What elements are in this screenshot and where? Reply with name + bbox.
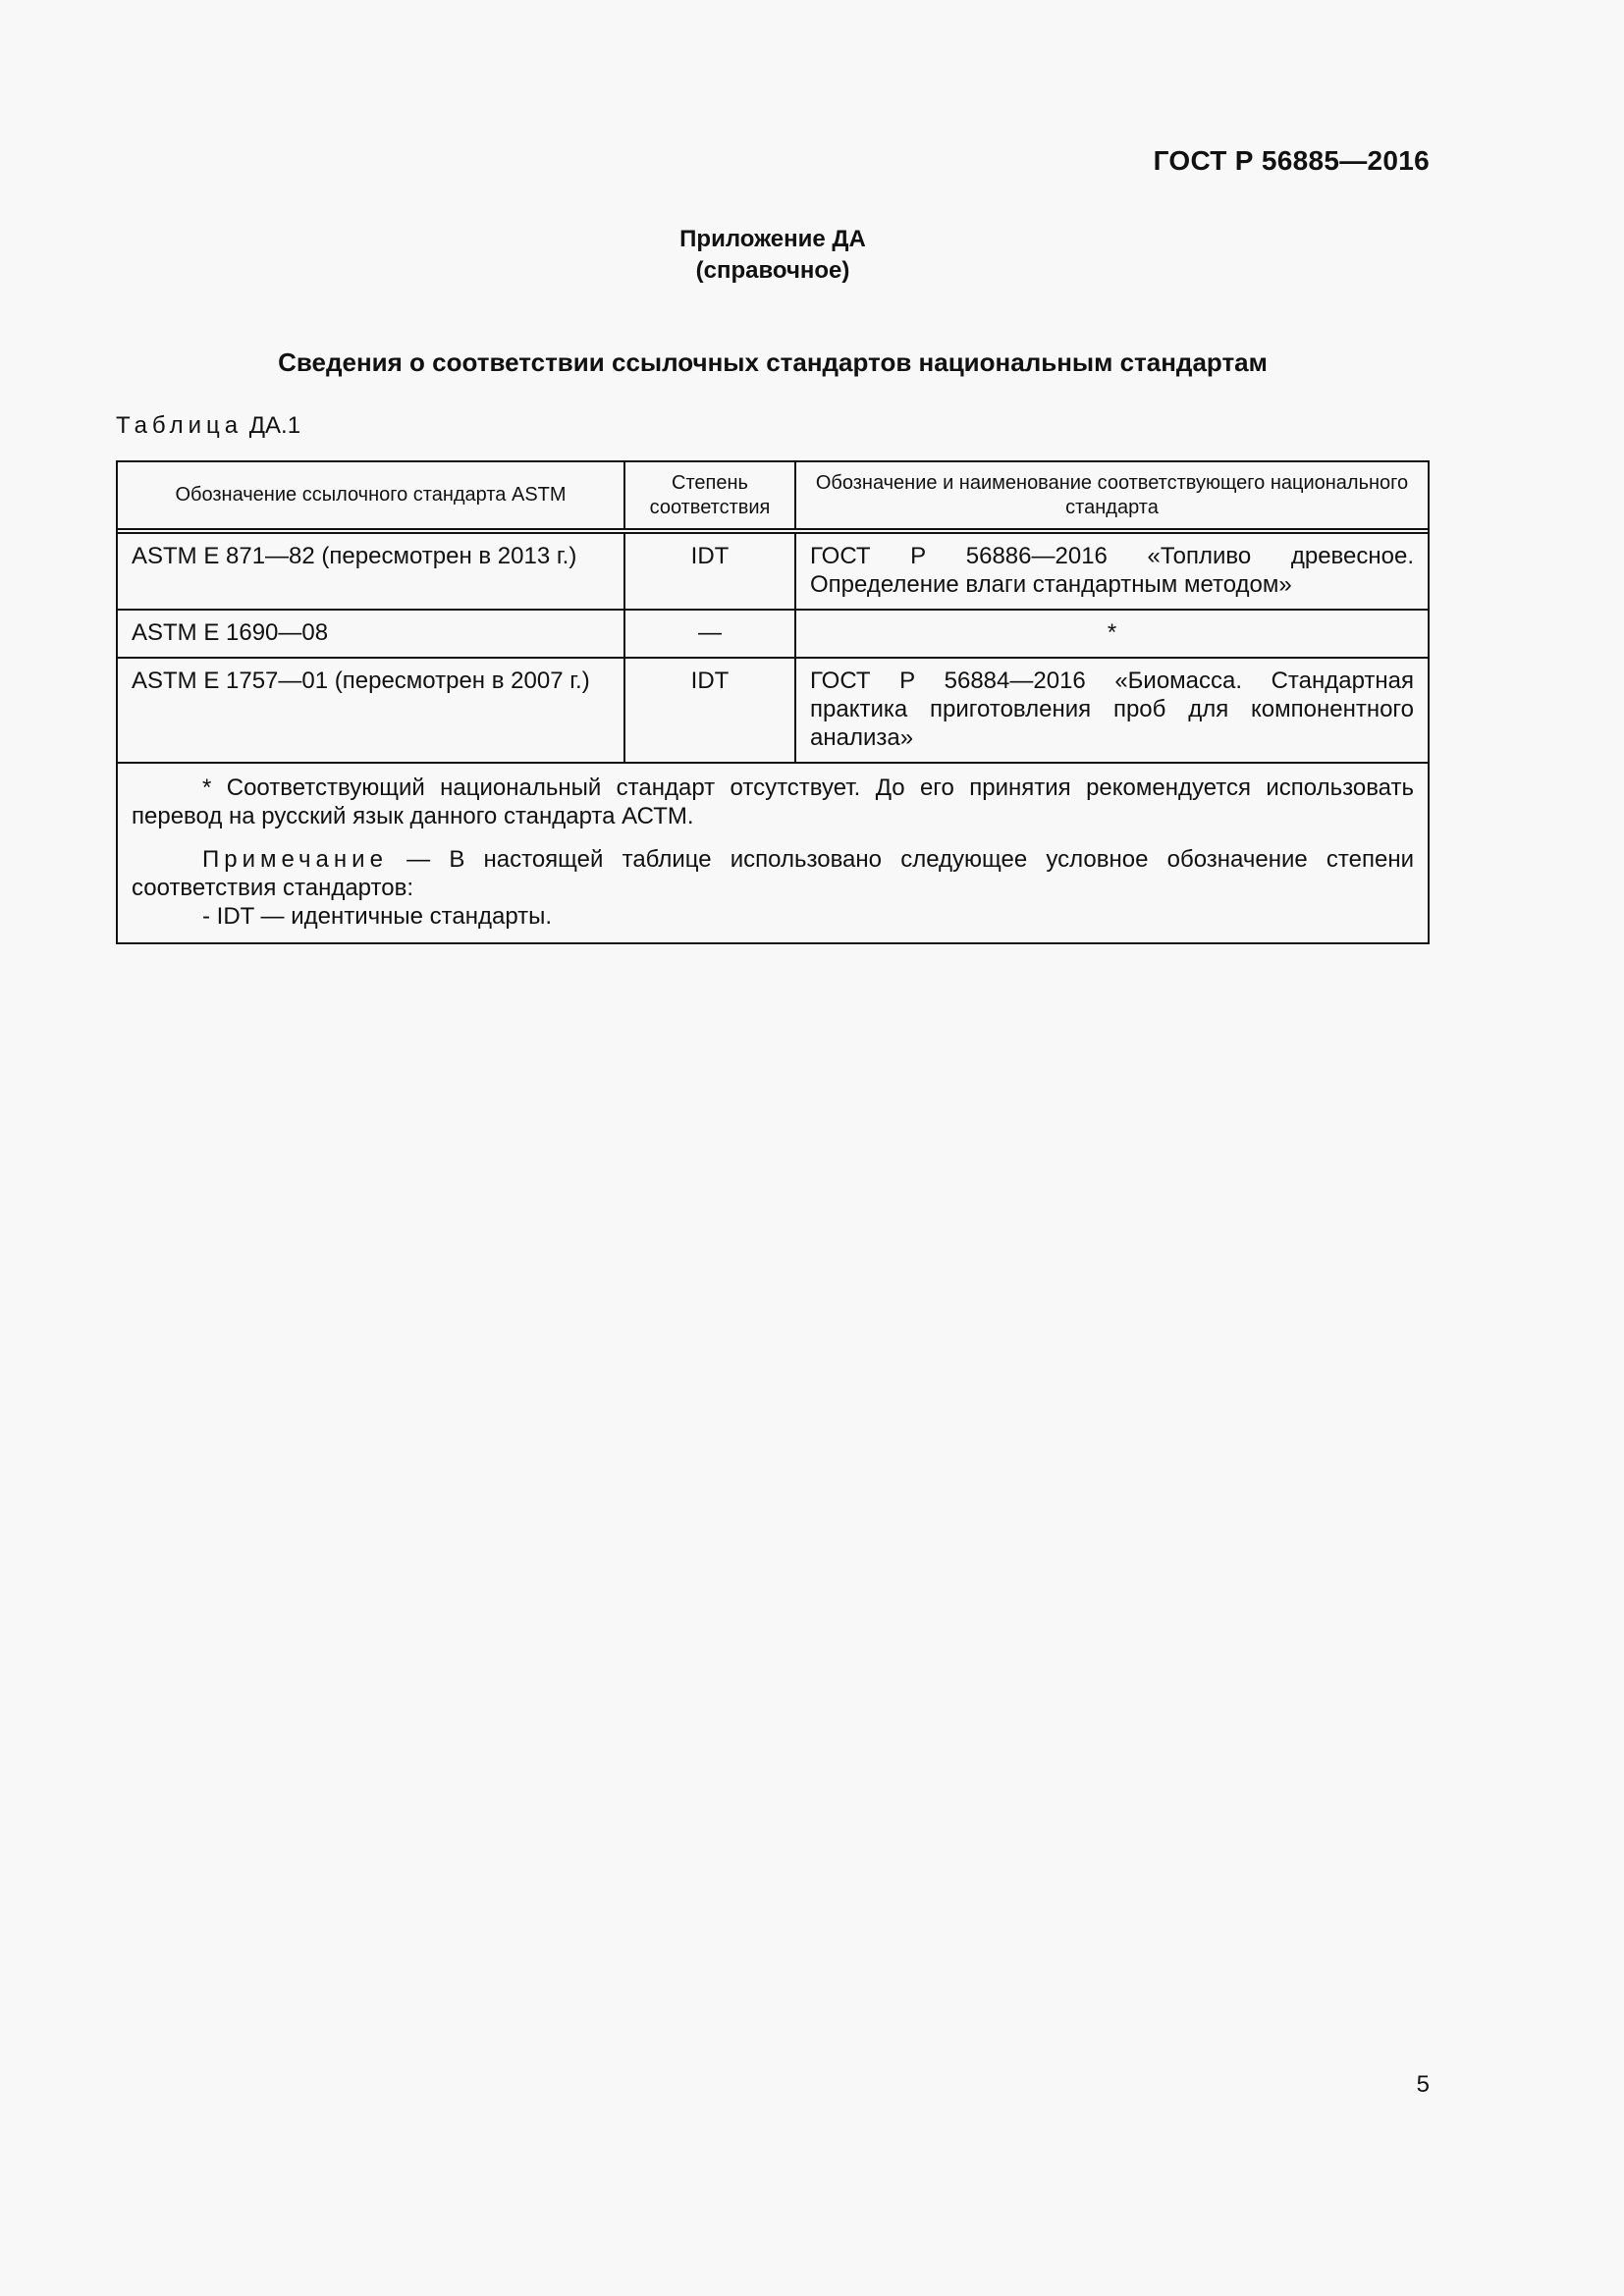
page-number: 5 xyxy=(1416,2071,1430,2098)
degree-cell: — xyxy=(624,610,795,658)
column-header-national: Обозначение и наименование соответствующего национального стандарта xyxy=(795,462,1428,531)
national-cell: ГОСТ Р 56884—2016 «Биомасса. Стандартная практика приготовления проб для компонентного анализа» xyxy=(795,658,1428,763)
table-row xyxy=(118,531,1428,610)
appendix-title: Приложение ДА xyxy=(679,226,866,252)
table-header-row xyxy=(118,462,1428,531)
table-caption xyxy=(116,412,300,440)
table-row xyxy=(118,658,1428,763)
footnote-text: * Соответствующий национальный стандарт отсутствует. До его принятия рекомендуется использовать перевод на русский язык данного стандарта АСТМ. xyxy=(132,774,1414,829)
column-header-degree: Степень соответствия xyxy=(624,462,795,531)
national-cell: ГОСТ Р 56886—2016 «Топливо древесное. Определение влаги стандартным методом» xyxy=(795,531,1428,610)
document-code: ГОСТ Р 56885—2016 xyxy=(1153,145,1430,176)
table-row xyxy=(118,610,1428,658)
section-title: Сведения о соответствии ссылочных стандартов национальным стандартам xyxy=(278,347,1268,377)
standards-table xyxy=(116,460,1430,944)
reference-cell: ASTM E 1757—01 (пересмотрен в 2007 г.) xyxy=(118,658,624,763)
note-label: Примечание xyxy=(202,846,388,873)
column-header-reference: Обозначение ссылочного стандарта ASTM xyxy=(118,462,624,531)
note-text: — В настоящей таблице использовано следующее условное обозначение степени соответствия стандартов: xyxy=(132,846,1415,901)
reference-cell: ASTM E 1690—08 xyxy=(118,610,624,658)
note-list-item: - IDT — идентичные стандарты. xyxy=(202,903,553,930)
table-footnote-row xyxy=(118,763,1428,942)
reference-cell: ASTM E 871—82 (пересмотрен в 2013 г.) xyxy=(118,531,624,610)
table-caption-number: ДА.1 xyxy=(248,412,301,439)
table-note xyxy=(132,845,1414,902)
table-caption-label: Таблица xyxy=(116,412,244,439)
degree-cell: IDT xyxy=(624,658,795,763)
footnote-cell xyxy=(118,763,1428,942)
national-cell: * xyxy=(795,610,1428,658)
appendix-subtitle: (справочное) xyxy=(695,257,850,284)
degree-cell: IDT xyxy=(624,531,795,610)
appendix-heading xyxy=(0,224,1545,287)
